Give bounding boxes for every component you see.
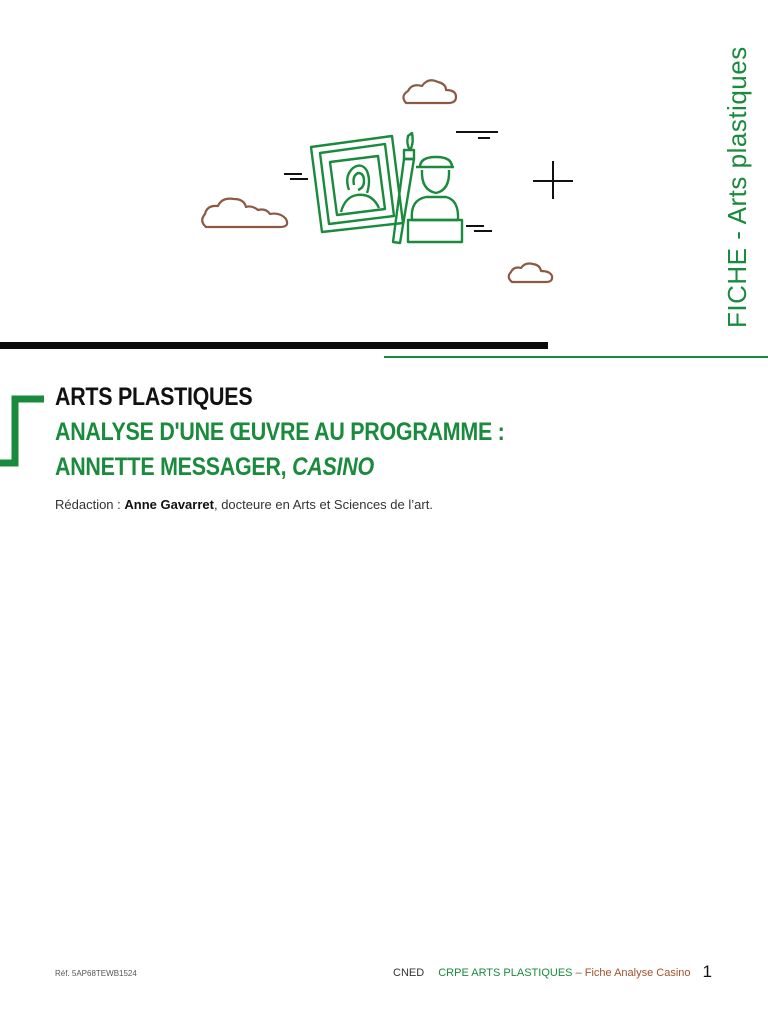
page-number: 1 xyxy=(702,962,712,981)
cloud-icon xyxy=(403,80,456,103)
footer-document: Fiche Analyse Casino xyxy=(584,967,691,979)
title-block xyxy=(55,380,505,485)
artwork-title: ANNETTE MESSAGER, CASINO xyxy=(55,453,374,481)
cloud-icon xyxy=(202,199,287,227)
framed-portrait-icon xyxy=(311,136,403,232)
header-illustration xyxy=(0,0,768,340)
footer-course: CRPE ARTS PLASTIQUES xyxy=(438,967,573,979)
bust-sculpture-icon xyxy=(408,157,462,242)
footer xyxy=(393,962,712,982)
green-divider xyxy=(384,356,768,358)
footer-reference: Réf. 5AP68TEWB1524 xyxy=(55,969,137,978)
cloud-icon xyxy=(509,264,552,283)
heavy-divider xyxy=(0,342,548,349)
page-title: ARTS PLASTIQUES xyxy=(55,383,253,411)
side-label: FICHE - Arts plastiques xyxy=(722,46,752,328)
author-name: Anne Gavarret xyxy=(124,497,214,512)
paintbrush-icon xyxy=(393,133,414,243)
footer-organization: CNED xyxy=(393,967,425,979)
title-bracket xyxy=(0,395,44,467)
byline: Rédaction : Anne Gavarret, docteure en Arts et Sciences de l’art. xyxy=(55,497,433,512)
crosshair-icon xyxy=(533,161,573,199)
artwork-name: CASINO xyxy=(292,453,374,481)
page-subtitle: ANALYSE D'UNE ŒUVRE AU PROGRAMME : xyxy=(55,418,505,446)
footer-separator: – xyxy=(572,967,585,979)
